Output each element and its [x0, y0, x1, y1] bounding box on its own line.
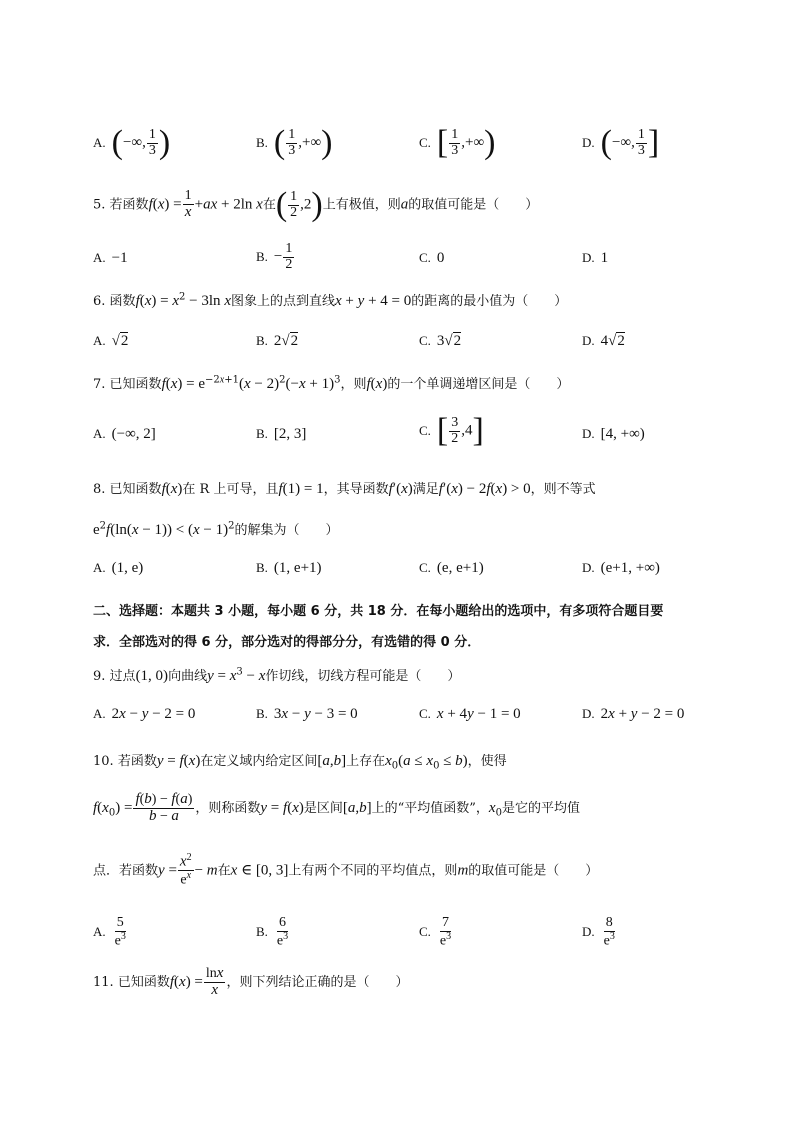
question-7-stem: 7. 已知函数$f(x) = e^{-2x+1}(x - 2)^2(-x + 1)^3$，则f(x)的一个单调递增区间是（ ）: [93, 374, 570, 392]
q8-option-d: D. (e+1, +∞): [582, 560, 660, 576]
question-8-stem: 8. 已知函数f(x)在 R 上可导，且f(1) = 1，其导函数f′(x)满足f′(x) − 2f(x) > 0，则不等式: [93, 481, 596, 497]
q4-option-a: A. (−∞, $\frac{1}{3}$ ): [93, 124, 171, 161]
q10-option-d: D. $\frac{8}{e^3}$: [582, 915, 615, 949]
q9-option-b: B. 3x − y − 3 = 0: [256, 706, 358, 722]
question-9-stem: 9. 过点(1, 0)向曲线$y = x^3 - x$作切线，切线方程可能是（ ）: [93, 666, 461, 684]
q10-option-b: B. $\frac{6}{e^3}$: [256, 915, 289, 949]
question-10-stem-line3: 点．若函数y = $\frac{x^2}{e^x}$ − m在x ∈ [0, 3]上有两个不同的平均值点，则m的取值可能是（ ）: [93, 852, 599, 889]
q8-option-b: B. (1, e+1): [256, 560, 322, 576]
q6-option-d: D. 4√2: [582, 333, 625, 349]
q6-option-c: C. 3√2: [419, 333, 462, 349]
q9-option-c: C. x + 4y − 1 = 0: [419, 706, 521, 722]
q6-option-a: A. √2: [93, 333, 129, 349]
q8-option-a: A. (1, e): [93, 560, 144, 576]
q10-option-a: A. $\frac{5}{e^3}$: [93, 915, 126, 949]
q5-option-c: C. 0: [419, 250, 445, 266]
q7-option-c: C. [ $\frac{3}{2}$ ,4]: [419, 412, 484, 449]
q4-option-b: B. ( $\frac{1}{3}$ ,+∞): [256, 124, 333, 161]
q4-option-d: D. (−∞, $\frac{1}{3}$ ]: [582, 124, 660, 161]
section-2-heading-line1: 二、选择题：本题共 3 小题，每小题 6 分，共 18 分．在每小题给出的选项中，有多项符合题目要: [93, 604, 664, 619]
section-2-heading-line2: 求．全部选对的得 6 分，部分选对的得部分分，有选错的得 0 分．: [93, 635, 481, 650]
q10-option-c: C. $\frac{7}{e^3}$: [419, 915, 452, 949]
q7-option-d: D. [4, +∞): [582, 426, 645, 442]
q9-option-d: D. 2x + y − 2 = 0: [582, 706, 685, 722]
question-8-inequality: $e^2f(\ln(x - 1)) < (x - 1)^2$的解集为（ ）: [93, 520, 339, 538]
q5-option-b: B. − $\frac{1}{2}$: [256, 241, 293, 272]
question-10-stem-line2: $f(x_0)$ = $\frac{f(b) - f(a)}{b - a}$ ，则称函数y = f(x)是区间[a,b]上的“平均值函数”，$x_0$是它的平均值: [93, 791, 580, 824]
question-5-stem: 5. 若函数f(x) = $\frac{1}{x}$ +ax + 2ln x在( $\frac{1}{2}$ ,2)上有极值，则a的取值可能是（ ）: [93, 186, 539, 223]
q7-option-b: B. [2, 3]: [256, 426, 307, 442]
q5-option-a: A. −1: [93, 250, 128, 266]
q5-option-d: D. 1: [582, 250, 609, 266]
question-6-stem: 6. 函数$f(x) = x^2 - 3\ln$ x图象上的点到直线x + y + 4 = 0的距离的最小值为（ ）: [93, 291, 568, 309]
q6-option-b: B. 2√2: [256, 333, 299, 349]
question-10-stem-line1: 10. 若函数y = f(x)在定义域内给定区间[a,b]上存在$x_0(a \le x_0 \le b)$，使得: [93, 753, 507, 772]
q4-option-c: C. [ $\frac{1}{3}$ ,+∞): [419, 124, 496, 161]
question-11-stem: 11. 已知函数f(x) = $\frac{\ln x}{x}$ ，则下列结论正确的是（ ）: [93, 965, 409, 998]
q8-option-c: C. (e, e+1): [419, 560, 484, 576]
q9-option-a: A. 2x − y − 2 = 0: [93, 706, 196, 722]
q7-option-a: A. (−∞, 2]: [93, 426, 156, 442]
